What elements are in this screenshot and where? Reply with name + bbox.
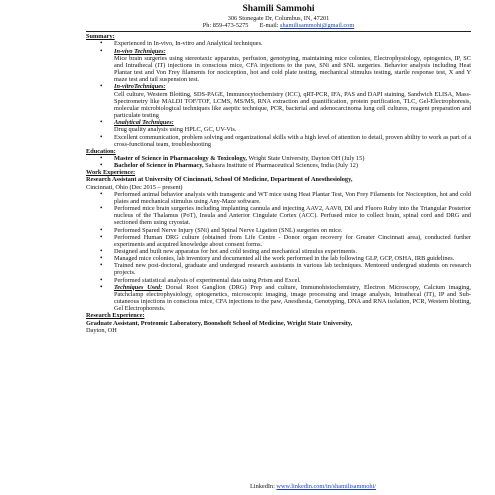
education-heading: Education: [86,147,116,155]
header-divider [86,31,471,32]
work-bullet: • Performed statistical analysis of experimental data using Prism and Excel. [86,277,471,284]
work-list [86,191,471,313]
linkedin-footer [250,483,376,490]
work-title: Research Assistant at University Of Cincinnati, School Of Medicine, Department of Anesthesiology, [86,176,353,184]
contact-line [86,22,471,29]
group-title: • Analytical Techniques: [114,119,174,127]
linkedin-label: LinkedIn: [250,483,275,490]
work-bullet: • Performed mice brain surgeries including implanting cannula and injecting AAV2, AAV8, Dil and Fluoro Ruby into the Triangular Posterior nucleus of the Thalamus (PoT), Insula and Anterior Cingulate Cortex (ACC). Perfused mice to collect brain, spinal cord and DRG and sectioned them using cryostat. [86,205,471,226]
group-title: • In-vivo Techniques: [114,47,166,55]
candidate-name: Shamili Sammohi [242,4,315,14]
group-title: • In-vitroTechniques: [114,83,166,91]
research-heading: Research Experience: [86,312,145,320]
work-techniques: • Techniques Used: Dorsal Root Ganglion (DRG) Prep and culture, Immunohistochemistry, Electron Microscopy, Calcium imaging, Patchclamp electrophysiology, optogenetics, microscopic imaging, image processing and image analysis, Intrathecal (IT), IP and Sub-cutaneous injections in conscious mice, CFA injections to the paw, Anesthesia, Genotyping, DNA and RNA isolation, PCR, Western blotting, Gel Electrophoresis. [86,284,471,313]
education-item: • Bachelor of Science in Pharmacy, Sahasra Institute of Pharmaceutical Sciences, India (July 12) [86,162,471,169]
work-bullet: • Designed and built new apparatus for hot and cold testing and mechanical stimulus experiments. [86,248,471,255]
work-bullet: • Performed Human DRG culture (obtained from Life Centre - Donor organ recovery for Greater Cincinnati area), conducted further experiments and acquired knowledge about consent forms. [86,234,471,248]
address: 306 Stonegate Dr, Columbus, IN, 47201 [227,15,330,22]
work-bullet: • Performed Spared Nerve Injury (SNi) and Spinal Nerve Ligation (SNL) surgeries on mice. [86,227,471,234]
summary-group-analytical [86,119,471,133]
work-heading: Work Experience: [86,169,136,177]
summary-closing: • Excellent communication, problem solving and organizational skills with a high level of attention to detail, proven ability to work as part of a cross-functional team, troubleshooting [86,134,471,148]
group-body: Cell culture, Western Blotting, SDS-PAGE, Immunocytochemistry (ICC), qRT-PCR, IFA, PAS and DAPI staining, Sandwich ELISA, Mass-Spectrometry like MALDI TOF/TOF, LCMS, MS/MS, RNA extraction and quantification, protein purification, TLC, Gel-Electrophoresis, molecular microbiological techniques like aseptic technique, PCR, bacterial and adenocarcinoma lung cell cultures, reagent preparation and particulate testing [114,90,471,120]
summary-list [86,40,471,147]
work-bullet: • Managed mice colonies, lab inventory and documented all the work performed in the lab following GLP, GCP, OSHA, IRB guidelines. [86,255,471,262]
group-body: Drug quality analysis using HPLC, GC, UV-Vis. [114,126,237,134]
group-body: Mice brain surgeries using stereotaxic apparatus, perfusion, genotyping, maintaining mice colonies, Electrophysiology, optogenics, IP, SC and Intrathecal (IT) injections in conscious mice, CFA injections to the paw, SNi and SNL surgeries. Behavior analysis including Heat Plantar test and Von Frey filaments for nociception, hot and cold plate testing, mechanical stimulus testing, startle response test, X and Y maze test and tail suspension test. [114,54,471,84]
research-location: Dayton, OH [86,326,117,334]
education-list [86,155,471,169]
research-title: Graduate Assistant, Proteomic Laboratory, Boonshoft School of Medicine, Wright State University, [86,319,353,327]
email-label: E-mail: [259,22,279,30]
phone: Ph: 859-473-5275 [202,22,249,30]
summary-group-invitro [86,83,471,119]
linkedin-link[interactable]: www.linkedin.com/in/shamilisammohi/ [276,483,377,490]
summary-heading: Summary: [86,33,115,41]
summary-intro: • Experienced in In-vivo, In-vitro and Analytical techniques. [86,40,471,47]
work-location: Cincinnati, Ohio (Dec 2015 – present) [86,183,183,191]
email-link[interactable]: shamilisammohi@gmail.com [280,22,355,30]
education-item: • Master of Science in Pharmacology & Toxicology, Wright State University, Dayton OH (July 15) [86,155,471,162]
summary-group-invivo [86,48,471,84]
work-bullet: • Performed animal behavior analysis with transgenic and WT mice using Heat Plantar Test, Von Frey Filaments for Nociception, hot and cold plates and mechanical stimulus using Any-Maze software. [86,191,471,205]
work-bullet: • Trained new post-doctoral, graduate and undergrad research assistants in various lab techniques. Mentored undergrad students on research projects. [86,262,471,276]
